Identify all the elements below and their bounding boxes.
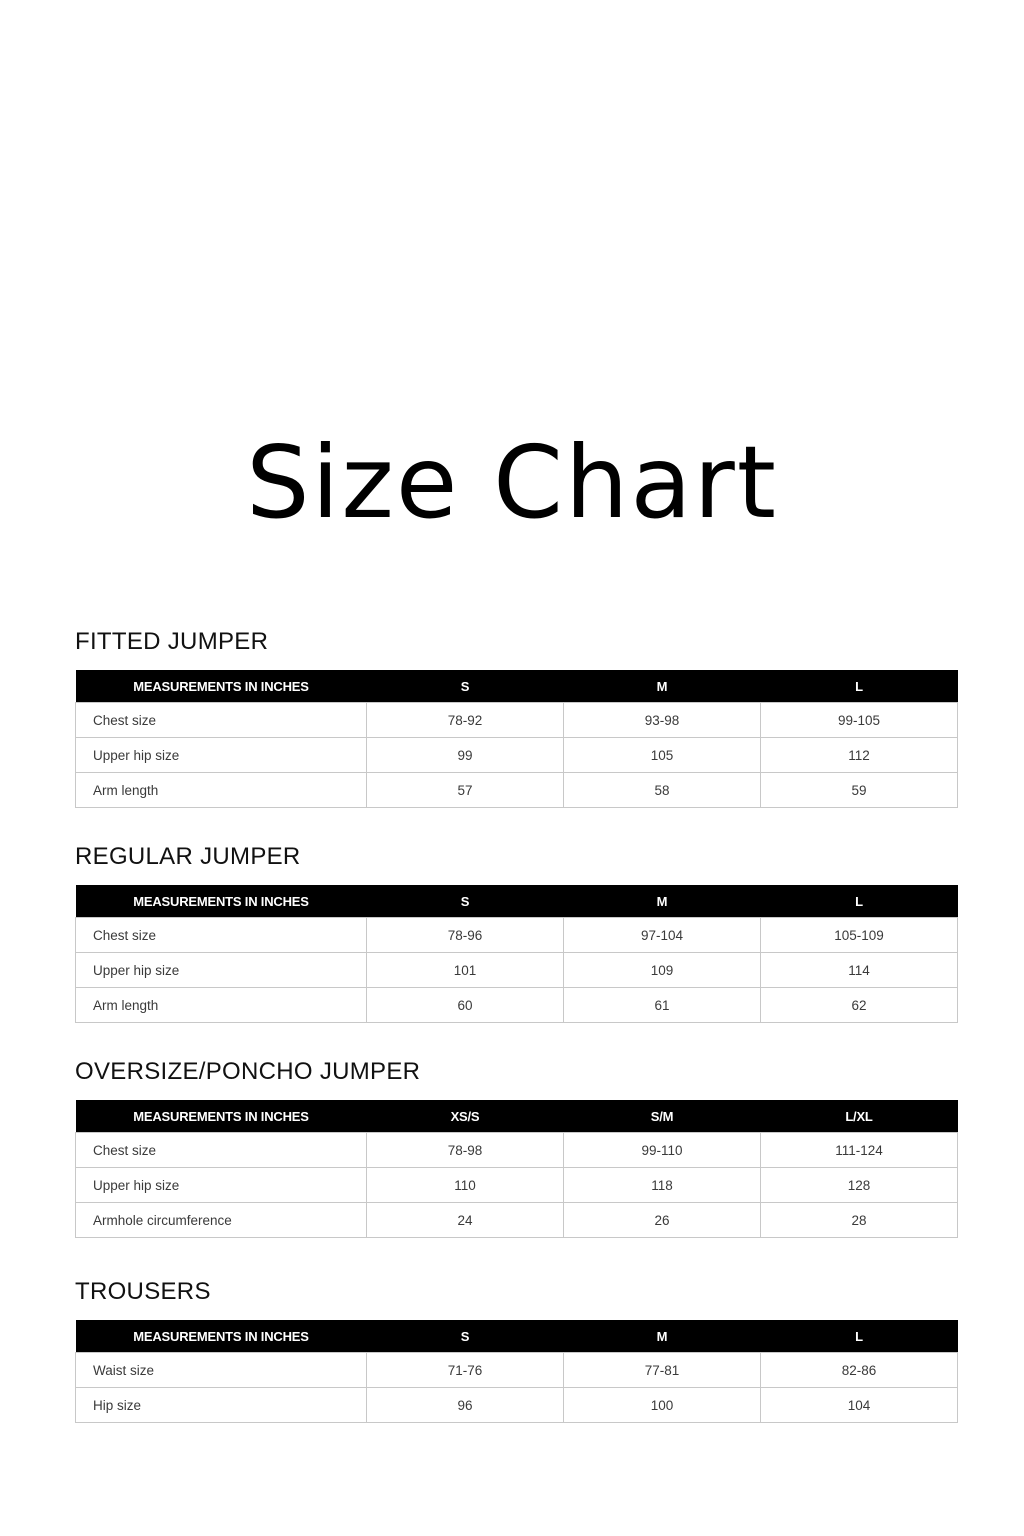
- table-cell: 78-96: [367, 918, 564, 953]
- table-cell: 104: [761, 1388, 958, 1423]
- header-cell-measurements: MEASUREMENTS IN INCHES: [76, 885, 367, 918]
- table-cell: 105-109: [761, 918, 958, 953]
- header-cell-size: L: [761, 885, 958, 918]
- row-label: Upper hip size: [76, 953, 367, 988]
- table-header-row: [76, 670, 958, 703]
- table-cell: 112: [761, 738, 958, 773]
- section-regular-jumper: [75, 843, 957, 1023]
- table-cell: 78-98: [367, 1133, 564, 1168]
- size-table: [75, 670, 958, 808]
- table-cell: 100: [564, 1388, 761, 1423]
- table-cell: 96: [367, 1388, 564, 1423]
- table-cell: 118: [564, 1168, 761, 1203]
- table-header-row: [76, 1100, 958, 1133]
- table-row: [76, 738, 958, 773]
- header-cell-size: S: [367, 670, 564, 703]
- table-row: [76, 918, 958, 953]
- table-cell: 78-92: [367, 703, 564, 738]
- table-cell: 110: [367, 1168, 564, 1203]
- size-table: [75, 885, 958, 1023]
- table-row: [76, 703, 958, 738]
- header-cell-measurements: MEASUREMENTS IN INCHES: [76, 1320, 367, 1353]
- section-title: REGULAR JUMPER: [75, 843, 301, 870]
- table-cell: 77-81: [564, 1353, 761, 1388]
- table-cell: 99-105: [761, 703, 958, 738]
- table-row: [76, 953, 958, 988]
- table-cell: 93-98: [564, 703, 761, 738]
- section-fitted-jumper: [75, 628, 957, 808]
- section-title: TROUSERS: [75, 1278, 211, 1305]
- table-cell: 57: [367, 773, 564, 808]
- table-cell: 62: [761, 988, 958, 1023]
- table-cell: 28: [761, 1203, 958, 1238]
- row-label: Armhole circumference: [76, 1203, 367, 1238]
- table-cell: 109: [564, 953, 761, 988]
- header-cell-size: M: [564, 885, 761, 918]
- row-label: Arm length: [76, 773, 367, 808]
- header-cell-size: S: [367, 1320, 564, 1353]
- header-cell-size: XS/S: [367, 1100, 564, 1133]
- header-cell-size: L: [761, 1320, 958, 1353]
- row-label: Hip size: [76, 1388, 367, 1423]
- page-title: Size Chart: [246, 424, 778, 541]
- table-cell: 58: [564, 773, 761, 808]
- section-trousers: [75, 1278, 957, 1423]
- table-header-row: [76, 1320, 958, 1353]
- table-cell: 99: [367, 738, 564, 773]
- table-row: [76, 988, 958, 1023]
- row-label: Waist size: [76, 1353, 367, 1388]
- row-label: Upper hip size: [76, 738, 367, 773]
- table-cell: 105: [564, 738, 761, 773]
- table-row: [76, 1168, 958, 1203]
- table-cell: 24: [367, 1203, 564, 1238]
- table-cell: 99-110: [564, 1133, 761, 1168]
- header-cell-size: L: [761, 670, 958, 703]
- row-label: Chest size: [76, 918, 367, 953]
- table-cell: 60: [367, 988, 564, 1023]
- header-cell-size: S/M: [564, 1100, 761, 1133]
- table-cell: 111-124: [761, 1133, 958, 1168]
- table-row: [76, 1133, 958, 1168]
- header-cell-size: M: [564, 670, 761, 703]
- table-cell: 71-76: [367, 1353, 564, 1388]
- header-cell-size: L/XL: [761, 1100, 958, 1133]
- table-cell: 59: [761, 773, 958, 808]
- table-cell: 128: [761, 1168, 958, 1203]
- row-label: Chest size: [76, 1133, 367, 1168]
- table-cell: 114: [761, 953, 958, 988]
- row-label: Arm length: [76, 988, 367, 1023]
- table-cell: 97-104: [564, 918, 761, 953]
- table-cell: 26: [564, 1203, 761, 1238]
- table-header-row: [76, 885, 958, 918]
- size-table: [75, 1320, 958, 1423]
- section-title: FITTED JUMPER: [75, 628, 269, 655]
- size-table: [75, 1100, 958, 1238]
- row-label: Chest size: [76, 703, 367, 738]
- header-cell-size: M: [564, 1320, 761, 1353]
- table-cell: 101: [367, 953, 564, 988]
- table-cell: 82-86: [761, 1353, 958, 1388]
- header-cell-measurements: MEASUREMENTS IN INCHES: [76, 670, 367, 703]
- table-row: [76, 1388, 958, 1423]
- section-oversize-poncho-jumper: [75, 1058, 957, 1238]
- table-row: [76, 1203, 958, 1238]
- table-cell: 61: [564, 988, 761, 1023]
- table-row: [76, 1353, 958, 1388]
- header-cell-measurements: MEASUREMENTS IN INCHES: [76, 1100, 367, 1133]
- section-title: OVERSIZE/PONCHO JUMPER: [75, 1058, 421, 1085]
- header-cell-size: S: [367, 885, 564, 918]
- table-row: [76, 773, 958, 808]
- row-label: Upper hip size: [76, 1168, 367, 1203]
